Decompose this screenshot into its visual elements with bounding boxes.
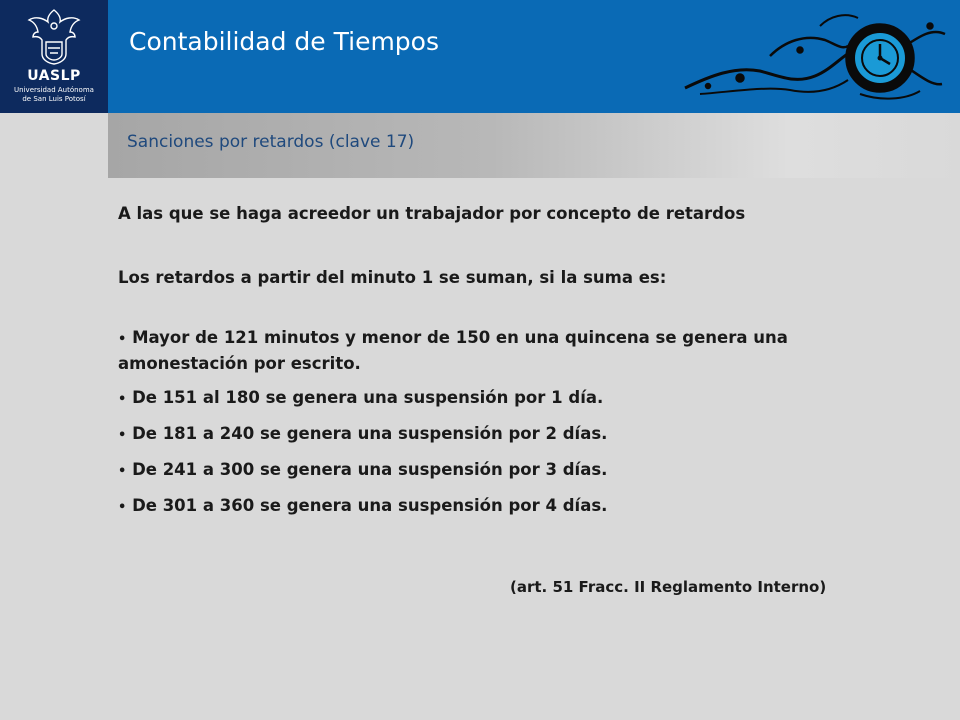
logo-subtitle (14, 86, 94, 104)
sanctions-list (118, 326, 858, 520)
bullet-icon: • (118, 500, 127, 515)
logo-name: UASLP (27, 68, 81, 84)
list-item-text: De 151 al 180 se genera una suspensión por 1 día. (132, 388, 604, 407)
bullet-icon: • (118, 464, 127, 479)
title-banner (108, 0, 960, 113)
list-item-text: De 301 a 360 se genera una suspensión por 4 días. (132, 496, 608, 515)
slide-body (118, 200, 858, 530)
page-title: Contabilidad de Tiempos (129, 27, 439, 56)
section-subtitle-bar (108, 113, 960, 178)
section-subtitle: Sanciones por retardos (clave 17) (127, 132, 415, 152)
list-item (118, 326, 858, 376)
legal-reference: (art. 51 Fracc. II Reglamento Interno) (510, 578, 827, 596)
logo-subtitle-line2: de San Luis Potosí (22, 95, 86, 103)
rule-text: Los retardos a partir del minuto 1 se suman, si la suma es: (118, 268, 667, 287)
list-item (118, 386, 858, 412)
bullet-icon: • (118, 392, 127, 407)
bullet-icon: • (118, 428, 127, 443)
list-item-text: De 241 a 300 se genera una suspensión por 3 días. (132, 460, 608, 479)
list-item-text: Mayor de 121 minutos y menor de 150 en una quincena se genera una amonestación por escrito. (118, 328, 788, 373)
intro-text: A las que se haga acreedor un trabajador por concepto de retardos (118, 204, 746, 223)
logo-subtitle-line1: Universidad Autónoma (14, 86, 94, 94)
university-logo (0, 0, 108, 113)
list-item-text: De 181 a 240 se genera una suspensión por 2 días. (132, 424, 608, 443)
list-item (118, 494, 858, 520)
eagle-crest-icon (25, 6, 83, 66)
clock-ornament-icon (680, 6, 950, 106)
list-item (118, 458, 858, 484)
bullet-icon: • (118, 332, 127, 347)
list-item (118, 422, 858, 448)
